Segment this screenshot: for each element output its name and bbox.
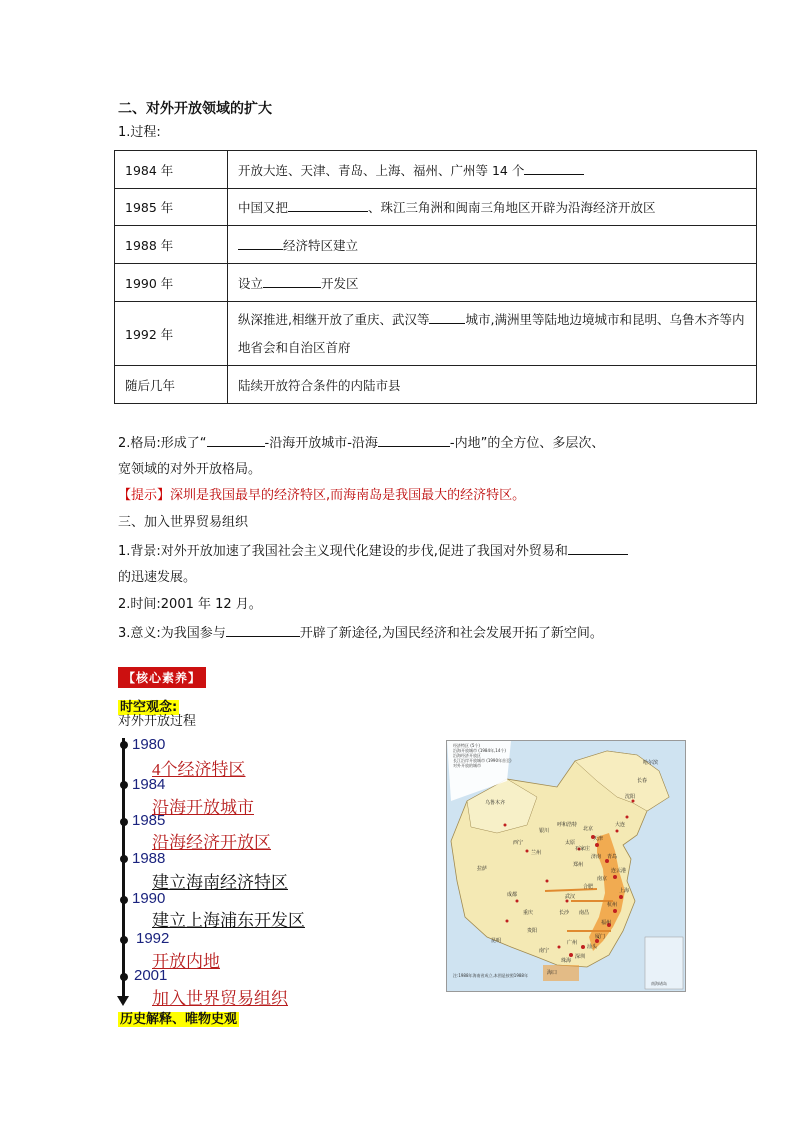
table-row	[115, 302, 757, 366]
fill-blank[interactable]	[568, 542, 628, 555]
content-cell: 设立 开发区	[228, 264, 757, 302]
timeline-dot	[120, 973, 128, 981]
pattern-line-2: 宽领域的对外开放格局。	[118, 462, 262, 477]
tip-text: 深圳是我国最早的经济特区,而海南岛是我国最大的经济特区。	[170, 488, 526, 503]
year-cell: 1988 年	[115, 226, 228, 264]
map-city-labels: 哈尔滨 长春 沈阳 呼和浩特 北京 天津 大连 乌鲁木齐 银川 太原 石家庄 西宁 兰州 济南 青岛 拉萨 郑州 连云港 南京 合肥 上海 成都 武汉 杭州 重庆 长沙 南昌 福州 贵阳 昆明 广州 南宁 海口 厦门 汕头 深圳 珠海	[477, 760, 659, 976]
year-cell: 1984 年	[115, 151, 228, 189]
meaning-line: 3.意义:为我国参与 开辟了新途径,为国民经济和社会发展开拓了新空间。	[118, 626, 603, 641]
fill-blank[interactable]	[288, 199, 368, 212]
map-legend: 经济特区 (5个) 沿海开放城市 (1984年,14个) 沿海经济开放区 长江沿岸开放城市 (1990年首至) 对外开放的城市	[453, 743, 512, 768]
fill-blank[interactable]	[378, 434, 450, 447]
timeline-year: 1980	[132, 736, 166, 753]
timeline-year: 1992	[136, 930, 170, 947]
table-row	[115, 226, 757, 264]
content-cell: 经济特区建立	[228, 226, 757, 264]
timeline-dot	[120, 855, 128, 863]
timeline-arrow-icon	[117, 996, 129, 1006]
table-row	[115, 366, 757, 404]
timeline-event: 开放内地	[152, 952, 220, 971]
tip	[118, 487, 525, 505]
pattern-line-1: 2.格局:形成了“ -沿海开放城市-沿海 -内地”的全方位、多层次、	[118, 436, 605, 451]
table-row	[115, 189, 757, 226]
timeline-dot	[120, 936, 128, 944]
timeline-title: 对外开放过程	[118, 714, 197, 729]
core-literacy-badge: 【核心素养】	[118, 667, 206, 688]
year-cell: 1985 年	[115, 189, 228, 226]
process-table	[114, 150, 757, 404]
fill-blank[interactable]	[226, 624, 300, 637]
timeline-year: 1984	[132, 776, 166, 793]
wto-title: 三、加入世界贸易组织	[118, 515, 249, 530]
history-label: 历史解释、唯物史观	[120, 1012, 238, 1027]
map-note: 注:1988年海南省成立,本图是按照1988年	[453, 973, 528, 978]
fill-blank[interactable]	[524, 162, 584, 175]
timeline-event: 沿海经济开放区	[152, 833, 271, 852]
timeline-axis	[122, 738, 125, 1000]
timeline-event: 建立海南经济特区	[152, 873, 288, 892]
fill-blank[interactable]	[238, 237, 283, 250]
content-cell: 开放大连、天津、青岛、上海、福州、广州等 14 个	[228, 151, 757, 189]
background-line-2: 的迅速发展。	[118, 570, 197, 585]
timeline-year: 1985	[132, 812, 166, 829]
timeline-year: 1988	[132, 850, 166, 867]
timeline-event: 加入世界贸易组织	[152, 989, 288, 1008]
time-line: 2.时间:2001 年 12 月。	[118, 597, 262, 612]
year-cell: 随后几年	[115, 366, 228, 404]
timeline-dot	[120, 781, 128, 789]
fill-blank[interactable]	[207, 434, 265, 447]
content-cell: 纵深推进,相继开放了重庆、武汉等 城市,满洲里等陆地边境城市和昆明、乌鲁木齐等内地省会和自治区首府	[228, 302, 757, 366]
year-cell: 1992 年	[115, 302, 228, 366]
timeline-dot	[120, 896, 128, 904]
timeline-event: 建立上海浦东开发区	[152, 911, 305, 930]
map-corner-label: 南海诸岛	[651, 981, 667, 986]
content-cell: 陆续开放符合条件的内陆市县	[228, 366, 757, 404]
timeline-year: 2001	[134, 967, 168, 984]
year-cell: 1990 年	[115, 264, 228, 302]
timeline-event: 沿海开放城市	[152, 798, 254, 817]
timeline-year: 1990	[132, 890, 166, 907]
fill-blank[interactable]	[429, 311, 465, 324]
table-row	[115, 264, 757, 302]
tip-label: 【提示】	[118, 488, 171, 503]
spacetime-label: 时空观念:	[120, 700, 178, 715]
fill-blank[interactable]	[263, 275, 321, 288]
china-open-cities-map	[446, 740, 686, 992]
background-line-1: 1.背景:对外开放加速了我国社会主义现代化建设的步伐,促进了我国对外贸易和	[118, 542, 628, 561]
content-cell: 中国又把 、珠江三角洲和闽南三角地区开辟为沿海经济开放区	[228, 189, 757, 226]
timeline-event: 4个经济特区	[152, 760, 246, 779]
table-row	[115, 151, 757, 189]
section-title: 二、对外开放领域的扩大	[118, 101, 272, 117]
timeline-dot	[120, 818, 128, 826]
timeline-dot	[120, 741, 128, 749]
process-label: 1.过程:	[118, 125, 161, 140]
